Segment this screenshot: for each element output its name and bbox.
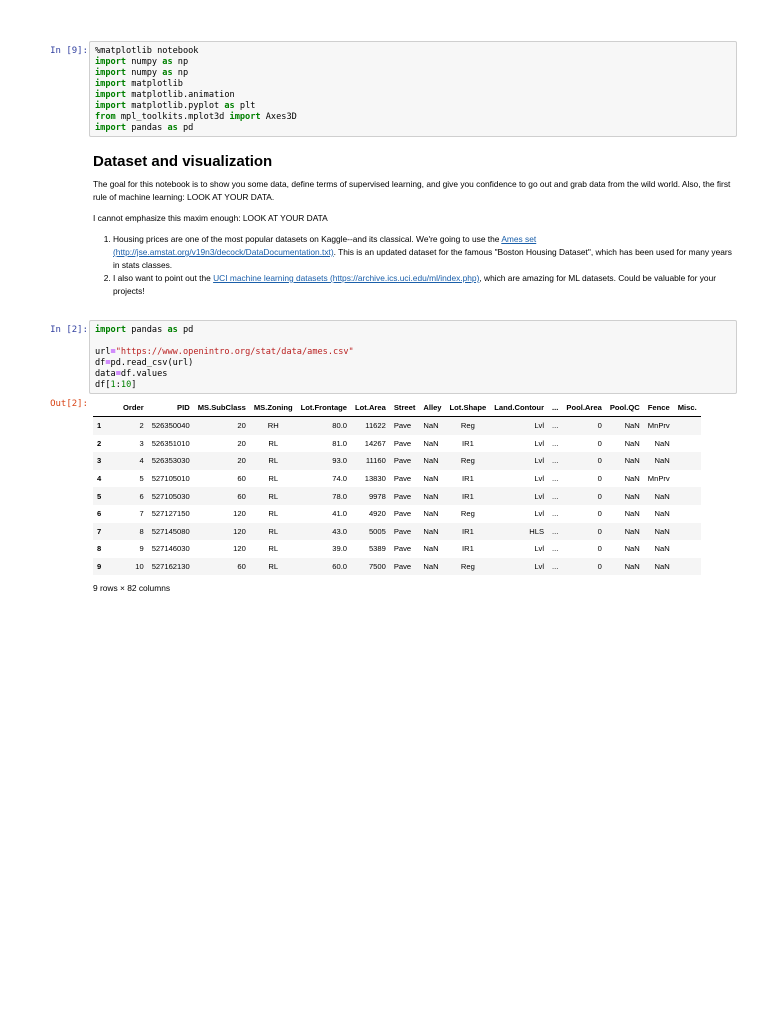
- code-token: mpl_toolkits.mplot3d: [115, 112, 230, 122]
- row-index: 6: [97, 509, 102, 519]
- table-cell: ...: [552, 509, 559, 519]
- table-cell: NaN: [644, 558, 674, 576]
- table-cell: 60: [237, 474, 246, 484]
- table-cell: RL: [250, 487, 297, 505]
- code-token: import: [95, 68, 127, 78]
- column-header: ...: [548, 398, 562, 417]
- column-header: Pool.QC: [606, 398, 644, 417]
- code-cell-imports[interactable]: [89, 41, 737, 137]
- table-cell: 0: [597, 544, 602, 554]
- code-token: :: [115, 380, 121, 390]
- column-header: Alley: [419, 398, 445, 417]
- table-cell: 527105010: [151, 474, 190, 484]
- table-cell: 5389: [368, 544, 386, 554]
- code-token: pandas: [126, 123, 168, 133]
- code-token: import: [95, 101, 127, 111]
- table-cell: NaN: [419, 452, 445, 470]
- table-cell: NaN: [606, 452, 644, 470]
- table-cell: 8: [119, 523, 148, 541]
- table-cell: IR1: [446, 523, 491, 541]
- table-cell: Lvl: [490, 417, 548, 435]
- output-prompt-2: Out[2]:: [50, 399, 88, 409]
- table-cell: 60: [194, 558, 250, 576]
- code-token: url: [95, 347, 111, 357]
- code-token: pandas: [126, 325, 168, 335]
- table-cell: RH: [250, 417, 297, 435]
- table-cell: ...: [552, 438, 559, 448]
- code-token: as: [162, 57, 173, 67]
- markdown-cell: [93, 155, 733, 298]
- table-cell: NaN: [606, 417, 644, 435]
- table-cell: Lvl: [490, 487, 548, 505]
- resource-list: [93, 233, 733, 298]
- table-cell: Pave: [393, 544, 412, 554]
- code-token: import: [95, 57, 127, 67]
- table-cell: 527145080: [148, 523, 194, 541]
- code-token: 10: [120, 380, 132, 390]
- table-cell: 20: [194, 452, 250, 470]
- code-editor[interactable]: [95, 325, 731, 391]
- table-cell: RL: [268, 438, 279, 448]
- row-index: 3: [93, 452, 119, 470]
- table-cell: 0: [562, 487, 605, 505]
- table-cell: Lvl: [534, 544, 545, 554]
- table-cell: Pave: [390, 487, 420, 505]
- table-cell: RL: [250, 558, 297, 576]
- table-cell: NaN: [644, 487, 674, 505]
- code-token: matplotlib.pyplot: [126, 101, 225, 111]
- table-cell: [674, 417, 701, 435]
- table-cell: 0: [562, 417, 605, 435]
- table-cell: 3: [139, 438, 144, 448]
- table-cell: RL: [250, 452, 297, 470]
- table-cell: [674, 470, 701, 488]
- table-cell: NaN: [423, 474, 439, 484]
- column-header: Order: [119, 398, 148, 417]
- code-token: import: [95, 123, 127, 133]
- table-cell: 60: [194, 487, 250, 505]
- code-token: np: [172, 68, 189, 78]
- table-cell: [674, 435, 701, 453]
- table-cell: NaN: [644, 523, 674, 541]
- table-cell: 81.0: [332, 438, 348, 448]
- code-token: pd: [177, 325, 194, 335]
- code-token: matplotlib.animation: [126, 90, 235, 100]
- column-header: MS.Zoning: [250, 398, 297, 417]
- column-header: PID: [148, 398, 194, 417]
- column-header: [93, 398, 119, 417]
- table-row: [93, 558, 701, 576]
- table-cell: Pave: [390, 452, 420, 470]
- table-cell: Pave: [393, 474, 412, 484]
- table-cell: Pave: [393, 438, 412, 448]
- row-index: 7: [93, 523, 119, 541]
- code-line: [95, 101, 255, 111]
- code-line: [95, 68, 188, 78]
- code-token: data: [95, 369, 116, 379]
- code-token: Axes3D: [260, 112, 297, 122]
- table-cell: [674, 452, 701, 470]
- column-header: Pool.Area: [562, 398, 605, 417]
- table-row: [93, 487, 701, 505]
- table-cell: 80.0: [297, 417, 351, 435]
- table-cell: 10: [119, 558, 148, 576]
- table-row: [93, 435, 701, 453]
- code-token: as: [167, 325, 178, 335]
- uci-datasets-link[interactable]: UCI machine learning datasets (https://archive.ics.uci.edu/ml/index.php): [213, 273, 480, 283]
- table-cell: HLS: [490, 523, 548, 541]
- column-header: Land.Contour: [490, 398, 548, 417]
- table-cell: ...: [552, 544, 559, 554]
- table-row: [93, 417, 701, 435]
- row-index: 5: [93, 487, 119, 505]
- code-token: plt: [234, 101, 256, 111]
- table-cell: [674, 487, 701, 505]
- table-cell: 0: [597, 509, 602, 519]
- table-cell: 78.0: [297, 487, 351, 505]
- table-cell: Reg: [460, 509, 475, 519]
- table-cell: Lvl: [490, 558, 548, 576]
- table-cell: NaN: [644, 452, 674, 470]
- table-cell: Pave: [390, 417, 420, 435]
- table-cell: 0: [562, 558, 605, 576]
- table-cell: NaN: [423, 544, 439, 554]
- table-cell: 20: [237, 438, 246, 448]
- code-token: import: [95, 79, 127, 89]
- table-cell: 7500: [351, 558, 390, 576]
- code-token: "https://www.openintro.org/stat/data/ames.csv": [115, 347, 354, 357]
- table-cell: Reg: [446, 417, 491, 435]
- code-line: [95, 325, 193, 335]
- table-cell: 11160: [351, 452, 390, 470]
- code-token: numpy: [126, 68, 163, 78]
- table-cell: 527105030: [148, 487, 194, 505]
- table-cell: NaN: [606, 558, 644, 576]
- table-cell: NaN: [419, 417, 445, 435]
- table-cell: 9978: [351, 487, 390, 505]
- code-token: import: [95, 325, 127, 335]
- code-line: [95, 79, 183, 89]
- table-cell: ...: [548, 452, 562, 470]
- code-token: as: [162, 68, 173, 78]
- table-cell: RL: [250, 523, 297, 541]
- table-cell: RL: [268, 509, 279, 519]
- ames-dataset-link[interactable]: Ames set (http://jse.amstat.org/v19n3/decock/DataDocumentation.txt): [113, 234, 537, 257]
- intro-paragraph: The goal for this notebook is to show you some data, define terms of supervised learning, and give you confidence to go out and grab data from the wild world. Also, the first rule of machine learning: LOOK AT YOUR DATA.: [93, 179, 731, 202]
- code-token: =: [115, 369, 121, 379]
- code-token: df: [95, 358, 106, 368]
- table-cell: [674, 523, 701, 541]
- table-cell: ...: [548, 487, 562, 505]
- table-cell: 526351010: [151, 438, 190, 448]
- table-cell: 5: [139, 474, 144, 484]
- code-editor[interactable]: [95, 46, 731, 134]
- table-cell: ...: [548, 558, 562, 576]
- code-token: pd.read_csv(url): [110, 358, 194, 368]
- dataframe-shape: 9 rows × 82 columns: [93, 583, 171, 593]
- table-cell: NaN: [419, 523, 445, 541]
- table-cell: [674, 540, 701, 558]
- table-cell: 2: [119, 417, 148, 435]
- code-line: [95, 46, 198, 56]
- dataframe-table: [93, 398, 701, 575]
- table-cell: ...: [552, 474, 559, 484]
- table-body: [93, 417, 701, 576]
- list-item: 2. I also want to point out the UCI machine learning datasets (https://archive.ics.uci.edu/ml/index.php), which are amazing for ML datasets. Could be valuable for your projects!: [113, 272, 733, 298]
- table-cell: Lvl: [534, 474, 545, 484]
- table-cell: Pave: [390, 523, 420, 541]
- table-cell: [674, 558, 701, 576]
- table-cell: 120: [194, 523, 250, 541]
- table-cell: NaN: [624, 509, 640, 519]
- table-cell: 0: [562, 452, 605, 470]
- code-token: 1: [110, 380, 116, 390]
- code-token: import: [95, 90, 127, 100]
- table-cell: 93.0: [297, 452, 351, 470]
- table-cell: 4: [119, 452, 148, 470]
- table-cell: 0: [562, 523, 605, 541]
- table-row: [93, 505, 701, 523]
- table-cell: 120: [233, 544, 246, 554]
- code-token: matplotlib: [126, 79, 183, 89]
- table-cell: RL: [268, 474, 279, 484]
- code-line: [95, 380, 136, 390]
- table-cell: 43.0: [297, 523, 351, 541]
- table-cell: 39.0: [332, 544, 348, 554]
- table-cell: MnPrv: [644, 417, 674, 435]
- code-token: as: [167, 123, 178, 133]
- table-cell: RL: [268, 544, 279, 554]
- table-cell: 527127150: [151, 509, 190, 519]
- code-token: np: [172, 57, 189, 67]
- table-cell: 526353030: [148, 452, 194, 470]
- code-line: [95, 112, 297, 122]
- table-cell: NaN: [419, 558, 445, 576]
- code-token: =: [110, 347, 116, 357]
- table-row: [93, 452, 701, 470]
- table-cell: 60.0: [297, 558, 351, 576]
- table-cell: 74.0: [332, 474, 348, 484]
- table-cell: IR1: [461, 438, 474, 448]
- table-cell: 5005: [351, 523, 390, 541]
- column-header: Misc.: [674, 398, 701, 417]
- table-cell: ...: [548, 523, 562, 541]
- row-index: 2: [97, 438, 102, 448]
- input-prompt-2: In [2]:: [50, 325, 88, 335]
- code-token: import: [229, 112, 261, 122]
- table-cell: [674, 505, 701, 523]
- column-header: Street: [390, 398, 420, 417]
- table-cell: IR1: [446, 487, 491, 505]
- table-cell: Lvl: [534, 509, 545, 519]
- code-line: [95, 369, 167, 379]
- row-index: 9: [93, 558, 119, 576]
- table-cell: 20: [194, 417, 250, 435]
- table-cell: Pave: [393, 509, 412, 519]
- table-row: [93, 470, 701, 488]
- row-index: 4: [97, 474, 102, 484]
- code-line: [95, 123, 193, 133]
- row-index: 1: [93, 417, 119, 435]
- code-token: numpy: [126, 57, 163, 67]
- table-row: [93, 540, 701, 558]
- code-token: df[: [95, 380, 111, 390]
- table-cell: Lvl: [534, 438, 545, 448]
- table-cell: 120: [233, 509, 246, 519]
- maxim-paragraph: I cannot emphasize this maxim enough: LOOK AT YOUR DATA: [93, 213, 328, 223]
- input-prompt-9: In [9]:: [50, 46, 88, 56]
- table-cell: IR1: [461, 544, 474, 554]
- list-item: 1. Housing prices are one of the most popular datasets on Kaggle--and its classical. We're going to use the Ames set (http://jse.amstat.org/v19n3/decock/DataDocumentation.txt). This is an updated dataset for the famous "Boston Housing Dataset", which has been used for many years in stats classes.: [113, 233, 733, 272]
- table-cell: Pave: [390, 558, 420, 576]
- table-cell: 11622: [351, 417, 390, 435]
- table-cell: NaN: [624, 474, 640, 484]
- code-token: from: [95, 112, 116, 122]
- table-cell: Lvl: [490, 452, 548, 470]
- table-cell: 9: [139, 544, 144, 554]
- section-heading: Dataset and visualization: [93, 153, 273, 170]
- code-token: pd: [177, 123, 194, 133]
- table-row: [93, 523, 701, 541]
- table-header-row: [93, 398, 701, 417]
- table-cell: 41.0: [332, 509, 348, 519]
- table-cell: 527146030: [151, 544, 190, 554]
- table-cell: MnPrv: [647, 474, 670, 484]
- table-cell: 14267: [364, 438, 386, 448]
- table-cell: 6: [119, 487, 148, 505]
- code-token: ]: [131, 380, 137, 390]
- row-index: 8: [97, 544, 102, 554]
- table-cell: NaN: [624, 544, 640, 554]
- table-cell: Reg: [446, 558, 491, 576]
- code-line: [95, 347, 354, 357]
- table-cell: 13830: [364, 474, 386, 484]
- table-cell: ...: [548, 417, 562, 435]
- code-line: [95, 57, 188, 67]
- table-cell: 0: [597, 438, 602, 448]
- table-cell: NaN: [423, 438, 439, 448]
- table-cell: 527162130: [148, 558, 194, 576]
- table-cell: NaN: [606, 487, 644, 505]
- table-cell: NaN: [606, 523, 644, 541]
- table-cell: NaN: [654, 544, 670, 554]
- column-header: Lot.Area: [351, 398, 390, 417]
- table-cell: 4920: [368, 509, 386, 519]
- code-line: [95, 90, 235, 100]
- code-cell-load-data[interactable]: [89, 320, 737, 394]
- code-token: as: [224, 101, 235, 111]
- table-cell: 0: [597, 474, 602, 484]
- table-cell: NaN: [423, 509, 439, 519]
- column-header: Lot.Frontage: [297, 398, 351, 417]
- column-header: Fence: [644, 398, 674, 417]
- table-cell: NaN: [654, 509, 670, 519]
- table-cell: NaN: [624, 438, 640, 448]
- table-cell: 526350040: [148, 417, 194, 435]
- table-cell: IR1: [461, 474, 474, 484]
- table-cell: 7: [139, 509, 144, 519]
- code-token: df.values: [120, 369, 168, 379]
- table-cell: NaN: [419, 487, 445, 505]
- column-header: MS.SubClass: [194, 398, 250, 417]
- table-cell: Reg: [446, 452, 491, 470]
- code-token: %matplotlib notebook: [95, 46, 199, 56]
- table-cell: NaN: [654, 438, 670, 448]
- column-header: Lot.Shape: [446, 398, 491, 417]
- code-line: [95, 358, 193, 368]
- code-token: =: [105, 358, 111, 368]
